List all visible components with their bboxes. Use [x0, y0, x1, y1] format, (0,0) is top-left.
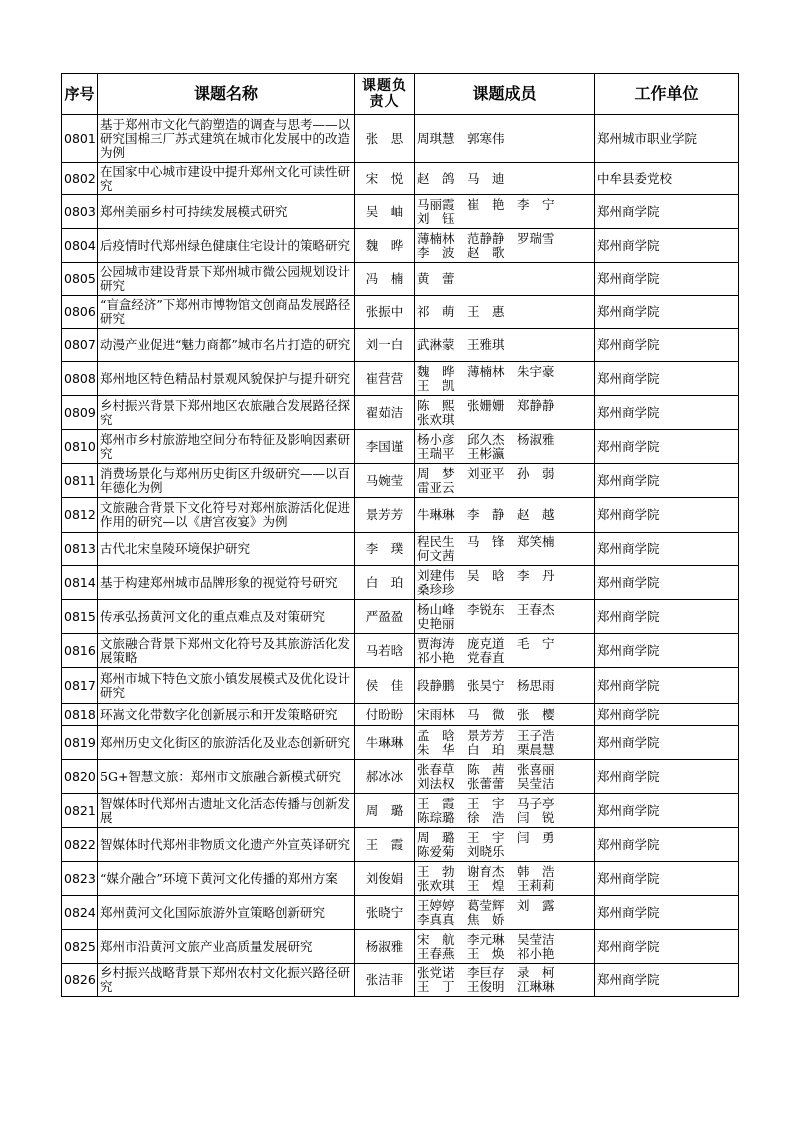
table-row	[62, 828, 739, 862]
row-leader: 宋 悦	[355, 163, 415, 195]
row-members	[415, 930, 595, 964]
member-line: 陈 熙 张姗姗 郑静静	[417, 397, 555, 413]
row-unit: 郑州商学院	[595, 964, 739, 997]
member-line: 陈爱菊 刘晓乐	[417, 843, 505, 859]
member-line: 李 波 赵 歌	[417, 244, 505, 260]
member-line: 王 霞 王 宇 马子亭	[417, 795, 555, 811]
row-unit: 郑州商学院	[595, 296, 739, 329]
row-unit: 郑州城市职业学院	[595, 115, 739, 163]
row-title: 文旅融合背景下郑州文化符号及其旅游活化发展策略	[98, 634, 355, 668]
member-line: 张欢琪 王 煌 王莉莉	[417, 877, 555, 893]
table-header	[62, 74, 739, 115]
member-line: 宋雨林 马 微 张 樱	[417, 706, 555, 722]
table-row	[62, 464, 739, 498]
row-number: 0826	[62, 964, 98, 997]
row-members	[415, 533, 595, 566]
member-line: 贾海涛 庞克道 毛 宁	[417, 635, 555, 651]
row-members	[415, 464, 595, 498]
member-line: 桑珍珍	[417, 581, 455, 597]
row-title: 传承弘扬黄河文化的重点难点及对策研究	[98, 600, 355, 634]
row-number: 0807	[62, 329, 98, 362]
row-members	[415, 115, 595, 163]
table-body	[62, 115, 739, 997]
row-unit: 郑州商学院	[595, 828, 739, 862]
member-line: 孟 晗 景芳芳 王子浩	[417, 727, 555, 743]
member-line: 黄 蕾	[417, 271, 455, 286]
row-number: 0818	[62, 704, 98, 726]
member-line: 周琪慧 郭寒伟	[417, 130, 505, 146]
row-number: 0819	[62, 726, 98, 760]
row-number: 0825	[62, 930, 98, 964]
row-leader: 张洁菲	[355, 964, 415, 997]
member-line: 赵 鸽 马 迪	[417, 170, 505, 186]
row-title: 郑州黄河文化国际旅游外宣策略创新研究	[98, 896, 355, 930]
member-line: 史艳丽	[417, 615, 455, 631]
row-title: “媒介融合”环境下黄河文化传播的郑州方案	[98, 862, 355, 896]
row-leader: 付盼盼	[355, 704, 415, 726]
row-title: 智媒体时代郑州古遗址文化活态传播与创新发展	[98, 794, 355, 828]
member-line: 程民生 马 锋 郑笑楠	[417, 534, 555, 549]
row-number: 0802	[62, 163, 98, 195]
row-unit: 郑州商学院	[595, 760, 739, 794]
table-row	[62, 229, 739, 263]
row-number: 0822	[62, 828, 98, 862]
member-line: 王春燕 王 焕 祁小艳	[417, 945, 555, 961]
row-title: 基于郑州市文化气韵塑造的调查与思考——以研究国棉三厂苏式建筑在城市化发展中的改造为例	[98, 115, 355, 163]
row-title: 乡村振兴背景下郑州地区农旅融合发展路径探究	[98, 396, 355, 430]
row-members	[415, 296, 595, 329]
header-title: 课题名称	[98, 74, 355, 115]
member-line: 雷亚云	[417, 479, 455, 495]
member-line: 朱 华 白 珀 栗晨慧	[417, 741, 555, 757]
row-title: 环嵩文化带数字化创新展示和开发策略研究	[98, 704, 355, 726]
header-leader: 课题负责人	[355, 74, 415, 115]
row-unit: 郑州商学院	[595, 566, 739, 600]
row-title: 郑州市城下特色文旅小镇发展模式及优化设计研究	[98, 668, 355, 704]
row-title: 基于构建郑州城市品牌形象的视觉符号研究	[98, 566, 355, 600]
row-number: 0806	[62, 296, 98, 329]
row-members	[415, 704, 595, 726]
row-number: 0824	[62, 896, 98, 930]
member-line: 刘建伟 吴 晗 李 丹	[417, 567, 555, 583]
row-unit: 郑州商学院	[595, 396, 739, 430]
table-row	[62, 600, 739, 634]
row-number: 0816	[62, 634, 98, 668]
row-title: 郑州美丽乡村可持续发展模式研究	[98, 195, 355, 229]
row-members	[415, 229, 595, 263]
row-unit: 郑州商学院	[595, 464, 739, 498]
member-line: 何文茜	[417, 548, 455, 563]
row-leader: 李 璞	[355, 533, 415, 566]
row-leader: 马婉莹	[355, 464, 415, 498]
row-members	[415, 828, 595, 862]
row-unit: 郑州商学院	[595, 726, 739, 760]
row-unit: 郑州商学院	[595, 634, 739, 668]
table-row	[62, 498, 739, 533]
row-title: 智媒体时代郑州非物质文化遗产外宣英译研究	[98, 828, 355, 862]
table-row	[62, 163, 739, 195]
row-leader: 刘一白	[355, 329, 415, 362]
row-members	[415, 430, 595, 464]
row-title: 消费场景化与郑州历史街区升级研究——以百年德化为例	[98, 464, 355, 498]
header-row	[62, 74, 739, 115]
row-unit: 郑州商学院	[595, 668, 739, 704]
row-title: 动漫产业促进“魅力商都”城市名片打造的研究	[98, 329, 355, 362]
member-line: 牛琳琳 李 静 赵 越	[417, 507, 555, 522]
row-unit: 郑州商学院	[595, 195, 739, 229]
member-line: 周 璐 王 宇 闫 勇	[417, 829, 555, 845]
row-members	[415, 600, 595, 634]
table-row	[62, 430, 739, 464]
member-line: 张欢琪	[417, 411, 455, 427]
member-line: 马丽霞 崔 艳 李 宁	[417, 196, 555, 212]
table-row	[62, 896, 739, 930]
table-row	[62, 726, 739, 760]
row-title: 郑州市乡村旅游地空间分布特征及影响因素研究	[98, 430, 355, 464]
row-unit: 郑州商学院	[595, 263, 739, 296]
row-leader: 张振中	[355, 296, 415, 329]
row-members	[415, 329, 595, 362]
row-unit: 郑州商学院	[595, 329, 739, 362]
table-row	[62, 704, 739, 726]
row-number: 0817	[62, 668, 98, 704]
row-unit: 郑州商学院	[595, 862, 739, 896]
row-leader: 严盈盈	[355, 600, 415, 634]
header-members: 课题成员	[415, 74, 595, 115]
row-number: 0809	[62, 396, 98, 430]
row-unit: 郑州商学院	[595, 362, 739, 396]
table-row	[62, 964, 739, 997]
row-members	[415, 862, 595, 896]
table-row	[62, 362, 739, 396]
table-row	[62, 329, 739, 362]
row-leader: 周 璐	[355, 794, 415, 828]
row-members	[415, 634, 595, 668]
table-row	[62, 760, 739, 794]
row-number: 0811	[62, 464, 98, 498]
row-title: 在国家中心城市建设中提升郑州文化可读性研究	[98, 163, 355, 195]
row-leader: 杨淑雅	[355, 930, 415, 964]
member-line: 王 丁 王俊明 江琳琳	[417, 979, 555, 994]
row-unit: 中牟县委党校	[595, 163, 739, 195]
member-line: 周 梦 刘亚平 孙 弱	[417, 465, 555, 481]
member-line: 宋 航 李元琳 吴莹洁	[417, 931, 555, 947]
row-leader: 郝冰冰	[355, 760, 415, 794]
row-title: 后疫情时代郑州绿色健康住宅设计的策略研究	[98, 229, 355, 263]
row-members	[415, 794, 595, 828]
row-leader: 李国谨	[355, 430, 415, 464]
row-title: 乡村振兴战略背景下郑州农村文化振兴路径研究	[98, 964, 355, 997]
table-row	[62, 533, 739, 566]
member-line: 薄楠林 范静静 罗瑞雪	[417, 230, 555, 246]
row-number: 0801	[62, 115, 98, 163]
member-line: 王瑞平 王彬瀛	[417, 445, 505, 461]
row-number: 0804	[62, 229, 98, 263]
table-row	[62, 794, 739, 828]
member-line: 张春草 陈 茜 张喜丽	[417, 761, 555, 777]
row-leader: 刘俊娟	[355, 862, 415, 896]
table-row	[62, 195, 739, 229]
row-members	[415, 566, 595, 600]
row-title: 文旅融合背景下文化符号对郑州旅游活化促进作用的研究—以《唐宫夜宴》为例	[98, 498, 355, 533]
member-line: 杨小彦 邱久杰 杨淑雅	[417, 431, 555, 447]
row-unit: 郑州商学院	[595, 896, 739, 930]
row-title: 郑州地区特色精品村景观风貌保护与提升研究	[98, 362, 355, 396]
row-number: 0823	[62, 862, 98, 896]
row-members	[415, 362, 595, 396]
row-number: 0812	[62, 498, 98, 533]
row-members	[415, 396, 595, 430]
row-leader: 景芳芳	[355, 498, 415, 533]
row-leader: 白 珀	[355, 566, 415, 600]
row-title: “盲盒经济”下郑州市博物馆文创商品发展路径研究	[98, 296, 355, 329]
header-unit: 工作单位	[595, 74, 739, 115]
row-unit: 郑州商学院	[595, 600, 739, 634]
row-leader: 侯 佳	[355, 668, 415, 704]
row-leader: 冯 楠	[355, 263, 415, 296]
table-row	[62, 115, 739, 163]
row-unit: 郑州商学院	[595, 794, 739, 828]
row-leader: 牛琳琳	[355, 726, 415, 760]
row-leader: 张晓宁	[355, 896, 415, 930]
member-line: 杨山峰 李锐东 王春杰	[417, 601, 555, 617]
row-members	[415, 896, 595, 930]
row-number: 0813	[62, 533, 98, 566]
row-number: 0815	[62, 600, 98, 634]
row-leader: 王 霞	[355, 828, 415, 862]
table-row	[62, 634, 739, 668]
header-no: 序号	[62, 74, 98, 115]
row-number: 0803	[62, 195, 98, 229]
row-unit: 郑州商学院	[595, 229, 739, 263]
member-line: 武淋蒙 王雅琪	[417, 337, 505, 352]
row-number: 0805	[62, 263, 98, 296]
member-line: 魏 晔 薄楠林 朱宇豪	[417, 363, 555, 379]
row-leader: 张 思	[355, 115, 415, 163]
row-members	[415, 964, 595, 997]
row-number: 0820	[62, 760, 98, 794]
table-row	[62, 668, 739, 704]
member-line: 刘 钰	[417, 210, 455, 226]
row-members	[415, 726, 595, 760]
project-table	[61, 73, 739, 997]
table-row	[62, 296, 739, 329]
row-title: 郑州历史文化街区的旅游活化及业态创新研究	[98, 726, 355, 760]
row-members	[415, 263, 595, 296]
member-line: 刘法权 张蕾蕾 吴莹洁	[417, 775, 555, 791]
row-title: 公园城市建设背景下郑州城市微公园规划设计研究	[98, 263, 355, 296]
member-line: 张党诺 李巨存 录 柯	[417, 965, 555, 980]
row-members	[415, 760, 595, 794]
member-line: 段静鹏 张昊宁 杨思雨	[417, 677, 555, 693]
row-leader: 翟茹洁	[355, 396, 415, 430]
row-unit: 郑州商学院	[595, 704, 739, 726]
row-title: 5G+智慧文旅：郑州市文旅融合新模式研究	[98, 760, 355, 794]
member-line: 李真真 焦 娇	[417, 911, 505, 927]
row-unit: 郑州商学院	[595, 930, 739, 964]
table-row	[62, 396, 739, 430]
row-number: 0821	[62, 794, 98, 828]
row-unit: 郑州商学院	[595, 430, 739, 464]
row-title: 郑州市沿黄河文旅产业高质量发展研究	[98, 930, 355, 964]
row-unit: 郑州商学院	[595, 498, 739, 533]
row-members	[415, 195, 595, 229]
table-row	[62, 263, 739, 296]
row-members	[415, 163, 595, 195]
row-number: 0808	[62, 362, 98, 396]
table-row	[62, 862, 739, 896]
row-leader: 吴 岫	[355, 195, 415, 229]
row-number: 0814	[62, 566, 98, 600]
row-members	[415, 668, 595, 704]
row-title: 古代北宋皇陵环境保护研究	[98, 533, 355, 566]
row-leader: 魏 晔	[355, 229, 415, 263]
member-line: 王 勃 谢育杰 韩 浩	[417, 863, 555, 879]
row-number: 0810	[62, 430, 98, 464]
member-line: 祁 萌 王 惠	[417, 304, 505, 319]
row-leader: 崔营营	[355, 362, 415, 396]
row-members	[415, 498, 595, 533]
member-line: 王 凯	[417, 377, 455, 393]
member-line: 陈琮璐 徐 浩 闫 锐	[417, 809, 555, 825]
row-leader: 马若晗	[355, 634, 415, 668]
row-unit: 郑州商学院	[595, 533, 739, 566]
member-line: 祁小艳 党春直	[417, 649, 505, 665]
table-row	[62, 930, 739, 964]
member-line: 王婷婷 葛莹辉 刘 露	[417, 897, 555, 913]
table-row	[62, 566, 739, 600]
